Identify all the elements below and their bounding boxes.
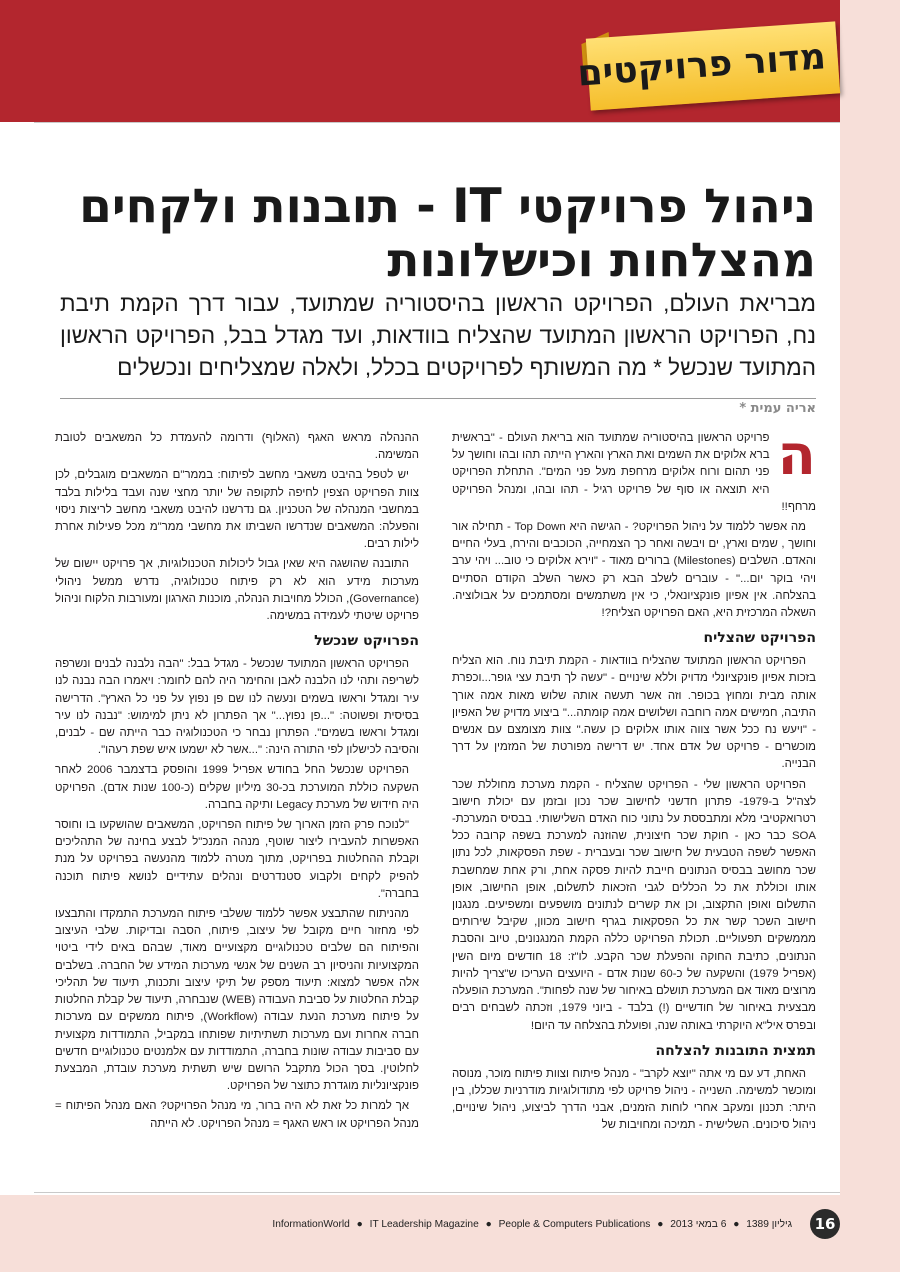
author-byline: אריה עמית * [739, 401, 816, 416]
paragraph: הפרויקט הראשון המתועד שנכשל - מגדל בבל: "הבה נלבנה לבנים ונשרפה לשריפה ותהי לנו הלבנה לאבן והחימר היה להם לחומר: ויאמרו הבה נבנה לנו עיר ומגדל וראשו בשמים ונעשה לנו שם פן נפוץ על פני כל הארץ". הדרישה בסיסית ופשוטה: "...פן נפוץ..." אך הפתרון לא ניתן למימוש: "נבנה לנו עיר ומגדל וראשו בשמים". הפתרון נבחר כי הטכנולוגיה כבר הייתה שם - לבנים, והסיבה לכישלון לפי התורה הינה: "...אשר לא ישמעו איש שפת רעהו". [55, 658, 419, 757]
footer-divider [34, 1192, 840, 1193]
section-heading: תמצית התובנות להצלחה [655, 1042, 816, 1059]
paragraph: מה אפשר ללמוד על ניהול הפרויקט? - הגישה היא Top Down - תחילה אור וחושך , שמים וארץ, ים ויבשה ואחר כך הצמחייה, הכוכבים והירח, בעלי החיים והאדם. השלבים (Milestones) ברורים מאוד - "וירא אלוקים כי טוב... ויהי ערב ויהי בוקר יום..." - עוברים לשלב הבא רק כאשר השלב הקודם הסתיים בהצלחה. אין אפיון פונקציונאלי, כי אין משתמשים ומסתמכים על אבולוציה. השאלה המרכזית היא, האם הפרויקט הצליח?! [452, 521, 816, 620]
side-color-band [840, 0, 900, 1272]
article-headline [60, 180, 816, 288]
footer-publication: IT Leadership Magazine [369, 1219, 479, 1230]
paragraph: פרויקט הראשון בהיסטוריה שמתועד הוא בריאת העולם - "בראשית ברא אלוקים את השמים ואת הארץ והארץ הייתה תהו ובהו וחושך על פני תהום ורוח אלוקים מרחפת מעל פני המים". התחלת הפרויקט היא תוצאה או סוף של פרויקט רגיל - תהו ובהו, ומנהל הפרויקט מרחף!! [452, 432, 816, 513]
drop-cap: ה [777, 430, 816, 488]
paragraph: התובנה שהושגה היא שאין גבול ליכולות הטכנולוגיות, אך פרויקט יישום של מערכות מידע הוא לא רק פיתוח טכנולוגיה, נדרש ממשל ניהולי (Governance), הכולל מחויבות הנהלה, מוכנות הארגון ומעורבות הלקוח וניהול פרויקט שיטתי לעמידה במשימה. [55, 558, 419, 623]
section-tab-label: מדור פרויקטים [576, 36, 828, 95]
footer-separator-icon: ● [485, 1219, 492, 1230]
article-column-right [452, 430, 816, 1170]
author-divider [60, 398, 816, 399]
article-deck: מבריאת העולם, הפרויקט הראשון בהיסטוריה שמתועד, עבור דרך הקמת תיבת נח, הפרויקט הראשון המתועד שהצליח בוודאות, ועד מגדל בבל, הפרויקט הראשון המתועד שנכשל * מה המשותף לפרויקטים בכלל, ולאלה שמצליחים ונכשלים [60, 291, 816, 380]
headline-line-2: מהצלחות וכישלונות [387, 233, 816, 288]
section-heading: הפרויקט שנכשל [314, 633, 419, 650]
footer-separator-icon: ● [733, 1219, 740, 1230]
footer-issue: גיליון 1389 [746, 1219, 792, 1230]
paragraph: ההנהלה מראש האגף (האלוף) ודרומה להעמדת כל המשאבים לטובת המשימה. [55, 432, 419, 462]
page-footer [272, 1214, 792, 1236]
paragraph: מהניתוח שהתבצע אפשר ללמוד ששלבי פיתוח המערכת התמקדו והתבצעו לפי מחזור חיים מקובל של עיצוב, פיתוח, הסבה ובדיקות. שלבי העיצוב והפיתוח הם שלבים טכנולוגיים מקצועיים מאוד, שבהם באים לידי ביטוי המקצועיות והניסיון רב השנים של אנשי מערכות המידע של החברה. בשלבים אלה אפשר למצוא: תיעוד מספק של תיקי עיצוב ותכנות, תיעוד של תהליכי קבלת החלטות על סביבת העבודה (WEB) שנבחרה, תיעוד של קבלת החלטות על פיתוח מערכת הנעת עבודה (Workflow), פיתוח ממשקים עם מערכות חברה אחרות ועם מערכות תשתיתיות שפותחו במקביל, התמודדות מקצועית עם סביבות עבודה שונות בחברה, התמודדות עם אלמנטים טכנולוגיים חדשים לחלוטין. בסך הכול מתקבל הרושם שיש תשתית מערכת עובדת, המבצעת פונקציונליות מוגדרת כתוצר של הפרויקט. [55, 908, 419, 1093]
footer-publication: People & Computers Publications [498, 1219, 651, 1230]
headline-line-1: ניהול פרויקטי IT - תובנות ולקחים [79, 179, 816, 234]
paragraph: הפרויקט הראשון המתועד שהצליח בוודאות - הקמת תיבת נוח. הוא הצליח בזכות אפיון פונקציונלי מדויק וללא שינויים - "עשה לך תיבת עצי גופר...וכפרת אותה מבית ומחוץ בכופר. וזה אשר תעשה אותה שלוש מאות אמה אורך התיבה, חמישים אמה רוחבה ושלושים אמה קומתה..." ביצוע מדויק של האפיון - "ויעש נח ככל אשר צווה אותו אלוקים כן עשה." צוות מצומצם עם אנשים מוכשרים - פרויקט של אדם אחד. יש דרישה מפורטת של המזמין על דרך הבנייה. [452, 655, 816, 771]
top-divider [34, 122, 840, 123]
paragraph: האחת, דע עם מי אתה "יוצא לקרב" - מנהל פיתוח וצוות פיתוח מוכר, מנוסה ומוכשר למשימה. השנייה - ניהול פרויקט לפי מתודולוגיות מודרניות שכללו, בין היתר: תכנון ומעקב אחרי לוחות הזמנים, אבני הדרך לביצוע, ניהול שינויים, ניהול סיכונים. השלישית - תמיכה ומחויבות של [452, 1067, 816, 1132]
footer-separator-icon: ● [657, 1219, 664, 1230]
paragraph: הפרויקט הראשון שלי - הפרויקט שהצליח - הקמת מערכת מחוללת שכר לצה"ל ב-1979- פתרון חדשני לחישוב שכר נכון ובזמן עם יכולת חישוב רטרואקטיבי מלא ומתבססת על נתוני כוח האדם השלישותי. בבסיס המערכת- SOA כבר כאן - חוקת שכר חיצונית, שהוזנה למערכת בשפה קרובה ככל האפשר לשפה הטבעית של חישוב שכר ובעברית - שפת הפסקאות, לכל נתון שכר מחושב בבסיס הנתונים חייבת להיות פסקה אחת, ורק אחת שמחשבת אותו וכוללת את כל הכללים לגבי הזכאות לתשלום, אופן החישוב, אופן התשלום ואופן התקצוב, וכן את קשרים לנתונים מושפעים ומשפיעים. מנגנון חישוב השכר קשר את כל הפסקאות בגרף חישוב מכוון, שקיבל שירותים מממשקים תפעוליים. תכולת הפרויקט כללה הקמת המנגנונים, טיוב והסבת הנתונים, כתיבת החוקה והפעלת שכר הקבע. לו"ז: 18 חודשים מיום השין (אפריל 1979) והשקעה של כ-60 שנות אדם - היועצים העריכו ש"צריך להיות מרוצים מאוד אם המערכת תושלם באיחור של שנה לפחות". המערכת הופעלה מבצעית באיחור של חודשיים (!) בלבד - ביוני 1979, וזכתה לשבחים רבים ובפרס איל"א היוקרתי באותה שנה, ופועלת בהצלחה עד היום! [452, 778, 816, 1032]
footer-publication: InformationWorld [272, 1219, 350, 1230]
paragraph: אך למרות כל זאת לא היה ברור, מי מנהל הפרויקט? האם מנהל הפיתוח = מנהל הפרויקט או ראש האגף = מנהל הפרויקט. לא הייתה [55, 1100, 419, 1130]
footer-separator-icon: ● [356, 1219, 363, 1230]
paragraph: הפרויקט שנכשל החל בחודש אפריל 1999 והופסק בדצמבר 2006 לאחר השקעה כוללת המוערכת בכ-30 מיליון שקלים (כ-100 שנות אדם). הפרויקט היה חידוש של מערכת Legacy ותיקה בחברה. [55, 764, 419, 811]
paragraph: "לנוכח פרק הזמן הארוך של פיתוח הפרויקט, המשאבים שהושקעו בו וחוסר האפשרות להעבירו ליצור שוטף, מנהה המנכ"ל לבצע בחינה של התהליכים וקבלת ההחלטות בפרויקט, מתוך מטרה ללמוד מהנעשה בפרויקט על מנת להפיק לקחים ולקבוע סטנדרטים ונהלים עתידיים לנושא פיתוח תוכנה בחברה". [55, 819, 419, 900]
section-heading: הפרויקט שהצליח [703, 630, 816, 647]
page-number: 16 [810, 1209, 840, 1239]
footer-date: 6 במאי 2013 [670, 1219, 727, 1230]
article-column-left [55, 430, 419, 1170]
paragraph: יש לטפל בהיבט משאבי מחשב לפיתוח: בממר"ם המשאבים מוגבלים, לכן צוות הפרויקט הצפין לחיפה לתקופה של יותר מחצי שנה ועבד בלילות בלבד במחשבי המנהלה של הטכניון. גם נדרשנו להיבט משאבי מחשב לריצות ניסוי והפעלה: המשאבים שנדרשו השביתו את מחשבי ממר"מ מכל פעילות אחרת לילות רבים. [55, 469, 419, 551]
